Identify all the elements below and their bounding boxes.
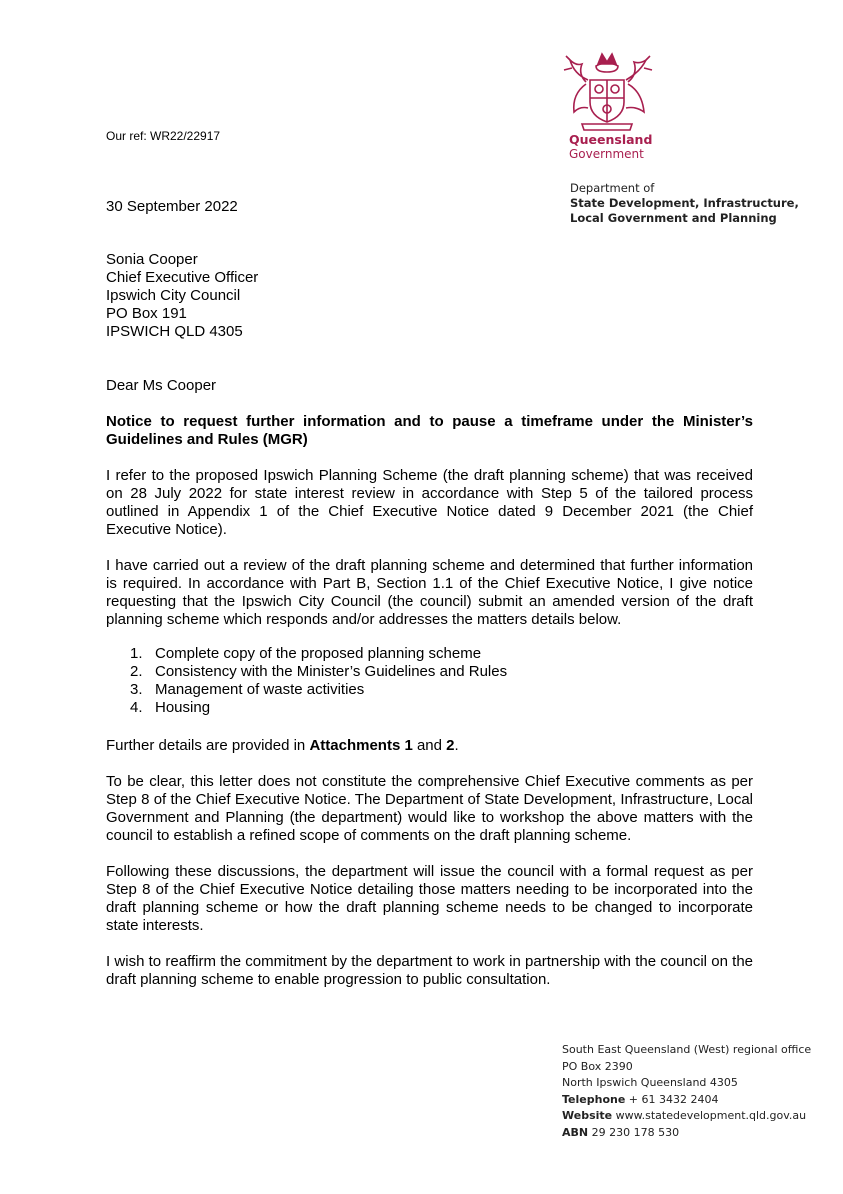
office-city: North Ipswich Queensland 4305 [562, 1076, 738, 1089]
list-text: Management of waste activities [155, 681, 365, 698]
list-number: 2. [130, 663, 143, 680]
abn-label: ABN [562, 1125, 589, 1139]
queensland-government-logo [569, 133, 652, 161]
list-text: Consistency with the Minister’s Guidelines and Rules [155, 663, 508, 680]
paragraph-4: Following these discussions, the department will issue the council with a formal request as per Step 8 of the Chief Executive Notice detailing those matters needing to be incorporated into the draft planning scheme or how the draft planning scheme needs to be changed to incorporate state interests. [106, 863, 753, 934]
website-label: Website [562, 1109, 613, 1122]
office-po-box: PO Box 2390 [562, 1059, 633, 1073]
telephone-value: + 61 3432 2404 [625, 1092, 719, 1106]
paragraph-1: I refer to the proposed Ipswich Planning Scheme (the draft planning scheme) that was received on 28 July 2022 for state interest review in accordance with Step 5 of the tailored process outlined in Appendix 1 of the Chief Executive Notice dated 9 December 2021 (the Chief Executive Notice). [106, 467, 753, 538]
list-item [130, 663, 507, 681]
list-text: Housing [155, 699, 211, 716]
recipient-name: Sonia Cooper [106, 251, 198, 268]
attachments-1: Attachments 1 [309, 737, 413, 754]
paragraph-3: To be clear, this letter does not constitute the comprehensive Chief Executive comments as per Step 8 of the Chief Executive Notice. The Department of State Development, Infrastructure, Local Government and Planning (the department) would like to workshop the above matters with the council to establish a refined scope of comments on the draft planning scheme. [106, 773, 753, 844]
department-line-2: State Development, Infrastructure, [570, 196, 799, 210]
department-line-3: Local Government and Planning [570, 211, 777, 225]
office-abn [562, 1125, 811, 1142]
list-number: 1. [130, 645, 143, 662]
further-details-line [106, 737, 459, 754]
logo-line-1: Queensland [569, 132, 653, 147]
telephone-label: Telephone [562, 1092, 626, 1106]
list-item [130, 681, 507, 699]
recipient-city: IPSWICH QLD 4305 [106, 323, 243, 340]
matters-list [130, 645, 507, 717]
recipient-po-box: PO Box 191 [106, 305, 187, 322]
department-name [570, 181, 799, 226]
abn-value: 29 230 178 530 [588, 1125, 680, 1139]
paragraph-5: I wish to reaffirm the commitment by the department to work in partnership with the council on the draft planning scheme to enable progression to public consultation. [106, 953, 753, 988]
list-item [130, 699, 507, 717]
list-number: 3. [130, 681, 143, 698]
website-value: www.statedevelopment.qld.gov.au [612, 1109, 807, 1122]
recipient-title: Chief Executive Officer [106, 269, 259, 286]
further-suffix: . [454, 737, 459, 754]
list-text: Complete copy of the proposed planning scheme [155, 645, 482, 662]
list-number: 4. [130, 699, 143, 716]
further-prefix: Further details are provided in [106, 737, 310, 754]
logo-line-2: Government [569, 147, 644, 161]
further-mid: and [412, 737, 447, 754]
list-item [130, 645, 507, 663]
subject-line: Notice to request further information and to pause a timeframe under the Minister’s Guidelines and Rules (MGR) [106, 413, 753, 448]
office-telephone [562, 1092, 811, 1109]
recipient-address [106, 251, 258, 341]
office-website [562, 1108, 811, 1125]
letter-date: 30 September 2022 [106, 198, 238, 215]
regional-office-block [562, 1042, 811, 1141]
office-name: South East Queensland (West) regional office [562, 1043, 812, 1056]
attachments-2: 2 [446, 737, 455, 754]
recipient-organisation: Ipswich City Council [106, 287, 241, 304]
our-reference: Our ref: WR22/22917 [106, 129, 221, 143]
salutation: Dear Ms Cooper [106, 377, 217, 394]
paragraph-2: I have carried out a review of the draft planning scheme and determined that further information is required. In accordance with Part B, Section 1.1 of the Chief Executive Notice, I give notice requesting that the Ipswich City Council (the council) submit an amended version of the draft planning scheme which responds and/or addresses the matters details below. [106, 557, 753, 628]
department-line-1: Department of [570, 181, 655, 195]
